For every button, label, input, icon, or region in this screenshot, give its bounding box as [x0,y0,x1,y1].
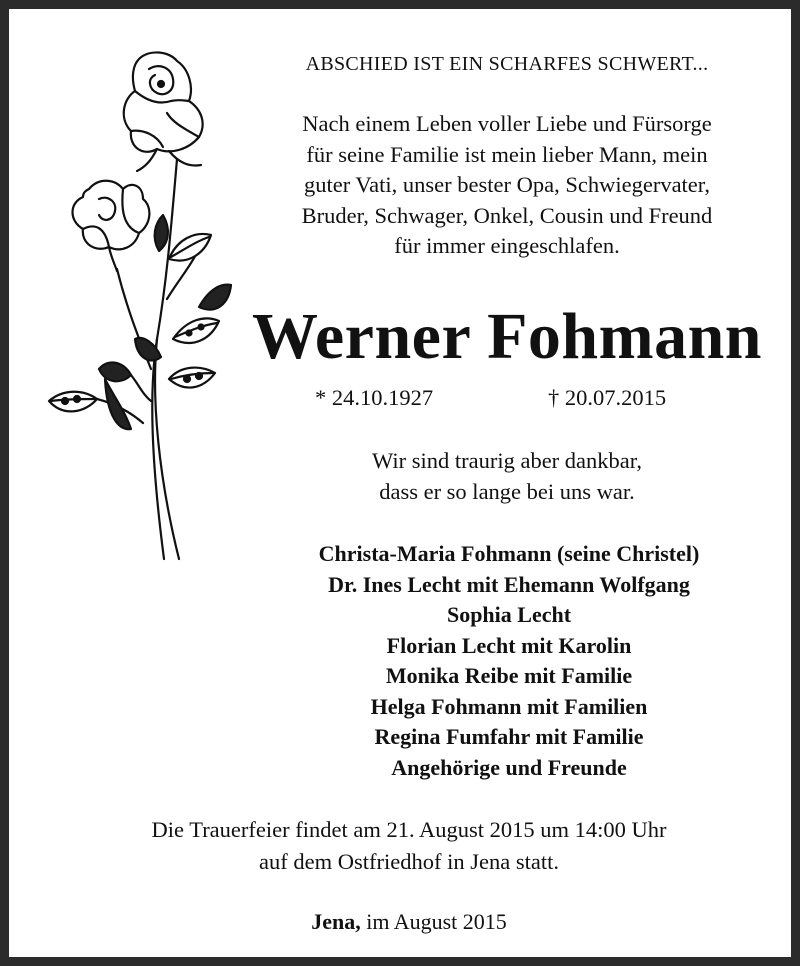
mourner-entry: Angehörige und Freunde [391,754,627,780]
mourners-list [199,539,800,783]
mourner-entry: Sophia Lecht [446,602,572,627]
motto-line: dass er so lange bei uns war. [379,479,635,504]
place-date-signature [209,907,609,937]
mourner-entry: Regina Fumfahr mit Familie [374,724,644,749]
heading-quote: ABSCHIED IST EIN SCHARFES SCHWERT... [305,53,709,75]
mourner-entry: Dr. Ines Lecht mit Ehemann Wolfgang [328,571,690,597]
mourner-entry: Helga Fohmann mit Familien [370,693,648,719]
intro-line: für seine Familie ist mein lieber Mann, mein [306,141,708,167]
mourner-entry: Monika Reibe mit Familie [385,663,633,688]
place-name: Jena, [311,909,361,934]
intro-line: Nach einem Leben voller Liebe und Fürsorge [302,111,712,136]
motto-text [237,445,777,507]
mourner-entry: Christa-Maria Fohmann (seine Christel) [318,541,700,566]
intro-line: guter Vati, unser bester Opa, Schwiegervater, [303,172,711,197]
intro-line: Bruder, Schwager, Onkel, Cousin und Freund [301,202,713,228]
birth-date: * 24.10.1927 [315,385,434,410]
mourner-entry: Florian Lecht mit Karolin [386,632,632,658]
intro-line: für immer eingeschlafen. [394,233,620,258]
signature-date: im August 2015 [366,909,507,934]
motto-line: Wir sind traurig aber dankbar, [372,448,642,473]
ceremony-line: Die Trauerfeier findet am 21. August 2015 um 14:00 Uhr [151,817,667,842]
intro-text [237,109,777,262]
rose-illustration-icon [39,39,239,569]
deceased-name: Werner Fohmann [252,300,762,373]
ceremony-line: auf dem Ostfriedhof in Jena statt. [259,848,559,874]
death-date: † 20.07.2015 [548,385,667,410]
ceremony-info [49,814,769,877]
